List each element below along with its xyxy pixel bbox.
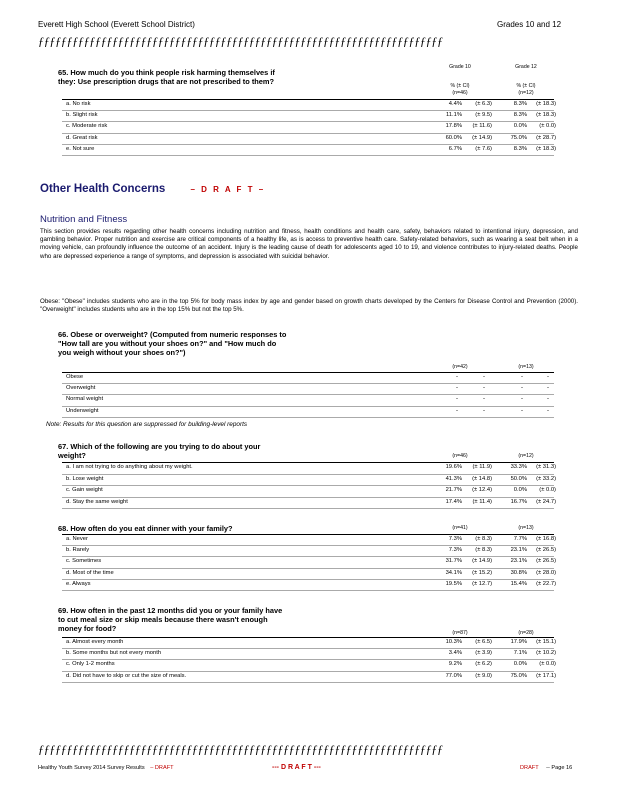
row-divider [62,144,554,145]
value-grade12: 23.1% [510,547,527,554]
grade10-pct-ci: % (± CI) [450,83,470,89]
ci-grade10: (± 6.2) [475,661,492,668]
footer-page-number: -- Page 16 [546,765,573,771]
q66-suppression-note: Note: Results for this question are suppressed for building-level reports [46,421,248,428]
ci-grade12: - [547,385,549,392]
value-grade12: - [521,407,523,414]
table-top-rule [62,99,554,100]
response-label: b. Some months but not every month [66,650,162,657]
ci-grade12: (± 26.5) [536,547,556,554]
response-label: Obese [66,374,84,380]
response-label: c. Moderate risk [66,123,108,130]
value-grade10: 21.7% [445,487,462,494]
ci-grade10: (± 12.4) [472,487,492,494]
q69-n10: (n=87) [452,630,468,636]
grade12-pct-ci: % (± CI) [516,83,536,89]
response-label: e. Not sure [66,145,95,152]
value-grade10: - [456,407,458,414]
ci-grade12: (± 18.3) [536,112,556,119]
obese-definition: Obese: "Obese" includes students who are in the top 5% for body mass index by age and gender based on growth charts developed by the Centers for Disease Control and Prevention (2000). "Overweight" includes students who are in the top 15% but not the top 5%. [40,298,578,314]
row-divider [62,579,554,580]
row-divider [62,671,554,672]
ci-grade10: - [483,374,485,380]
row-divider [62,682,554,683]
value-grade10: 17.8% [445,123,462,130]
response-label: d. Stay the same weight [66,498,128,505]
ci-grade10: - [483,385,485,392]
ci-grade10: (± 6.3) [475,101,492,107]
value-grade10: 19.5% [445,580,462,587]
ci-grade10: - [483,407,485,414]
footer-right-draft: DRAFT [520,765,539,771]
response-label: a. I am not trying to do anything about my weight. [66,464,193,470]
value-grade12: 7.7% [513,536,527,542]
ci-grade12: (± 0.0) [539,123,556,130]
ci-grade12: (± 0.0) [539,661,556,668]
header-separator: ƒƒƒƒƒƒƒƒƒƒƒƒƒƒƒƒƒƒƒƒƒƒƒƒƒƒƒƒƒƒƒƒƒƒƒƒƒƒƒƒƒƒƒƒƒƒƒƒƒƒƒƒƒƒƒƒƒƒƒƒƒƒƒƒƒƒƒƒƒƒƒ [38,34,443,48]
ci-grade10: (± 11.9) [472,464,492,470]
value-grade10: 4.4% [448,101,462,107]
ci-grade10: (± 12.7) [472,580,492,587]
question-69: 69. How often in the past 12 months did you or your family have to cut meal size or skip meals because there wasn't enough money for food? [58,606,283,633]
row-divider [62,568,554,569]
row-divider [62,121,554,122]
ci-grade12: (± 26.5) [536,558,556,565]
ci-grade12: (± 17.1) [536,672,556,679]
q66-n10: (n=42) [452,364,468,370]
ci-grade12: (± 22.7) [536,580,556,587]
response-label: c. Only 1-2 months [66,661,115,668]
footer-left-draft: – DRAFT [150,765,174,771]
ci-grade12: (± 10.2) [536,650,556,657]
value-grade10: 19.6% [445,464,462,470]
subsection-title: Nutrition and Fitness [40,214,128,225]
row-divider [62,648,554,649]
response-label: c. Gain weight [66,487,103,494]
q67-n10: (n=46) [452,453,468,459]
row-divider [62,133,554,134]
q69-n12: (n=28) [518,630,534,636]
response-label: a. Almost every month [66,639,124,645]
row-divider [62,110,554,111]
value-grade12: 8.3% [513,101,527,107]
ci-grade12: (± 31.3) [536,464,556,470]
value-grade12: 50.0% [510,475,527,482]
ci-grade12: (± 18.3) [536,101,556,107]
value-grade12: 23.1% [510,558,527,565]
value-grade10: 11.1% [445,112,462,119]
response-label: d. Great risk [66,134,98,141]
value-grade12: 0.0% [513,123,527,130]
footer-survey-title: Healthy Youth Survey 2014 Survey Results [38,765,145,771]
response-label: a. Never [66,536,88,542]
value-grade10: 7.3% [448,547,462,554]
value-grade10: 17.4% [445,498,462,505]
response-label: d. Most of the time [66,569,114,576]
value-grade10: 31.7% [445,558,462,565]
section-title-text: Other Health Concerns [40,183,166,195]
response-label: Normal weight [66,396,104,403]
table-top-rule [62,372,554,373]
row-divider [62,383,554,384]
value-grade12: 30.8% [510,569,527,576]
value-grade10: 6.7% [448,145,462,152]
row-divider [62,497,554,498]
row-divider [62,508,554,509]
ci-grade12: (± 33.2) [536,475,556,482]
ci-grade10: - [483,396,485,403]
value-grade12: 16.7% [510,498,527,505]
value-grade12: - [521,385,523,392]
ci-grade10: (± 15.2) [472,569,492,576]
value-grade12: 33.3% [510,464,527,470]
row-divider [62,394,554,395]
response-label: b. Slight risk [66,112,98,119]
value-grade10: - [456,396,458,403]
question-65: 65. How much do you think people risk harming themselves if they: Use prescription drugs that are not prescribed to them? [58,68,275,86]
ci-grade10: (± 11.6) [472,123,492,130]
ci-grade12: (± 28.7) [536,134,556,141]
value-grade12: 7.1% [513,650,527,657]
q68-n10: (n=41) [452,525,468,531]
footer-center-draft: --- D R A F T --- [272,764,321,771]
value-grade12: - [521,396,523,403]
ci-grade12: - [547,374,549,380]
ci-grade12: - [547,407,549,414]
value-grade10: 60.0% [445,134,462,141]
row-divider [62,485,554,486]
value-grade12: 8.3% [513,145,527,152]
q66-n12: (n=13) [518,364,534,370]
question-68: 68. How often do you eat dinner with your family? [58,524,233,533]
value-grade12: - [521,374,523,380]
value-grade10: 34.1% [445,569,462,576]
response-label: e. Always [66,580,91,587]
response-label: c. Sometimes [66,558,102,565]
grade10-header: Grade 10 [449,64,471,70]
page-header-grades: Grades 10 and 12 [497,20,562,29]
q67-n12: (n=12) [518,453,534,459]
value-grade10: 7.3% [448,536,462,542]
section-title [40,183,265,195]
ci-grade10: (± 14.9) [472,558,492,565]
response-label: b. Rarely [66,547,90,554]
value-grade12: 8.3% [513,112,527,119]
row-divider [62,590,554,591]
response-label: b. Lose weight [66,475,104,482]
value-grade10: - [456,374,458,380]
ci-grade12: (± 18.3) [536,145,556,152]
ci-grade10: (± 3.9) [475,650,492,657]
grade12-n: (n=12) [518,90,534,96]
value-grade10: 3.4% [448,650,462,657]
value-grade10: - [456,385,458,392]
ci-grade10: (± 14.9) [472,134,492,141]
response-label: d. Did not have to skip or cut the size of meals. [66,672,187,679]
ci-grade12: - [547,396,549,403]
row-divider [62,545,554,546]
ci-grade12: (± 24.7) [536,498,556,505]
question-66: 66. Obese or overweight? (Computed from numeric responses to "How tall are you without your shoes on?" and "How much do you weigh without your shoes on?") [58,330,287,357]
ci-grade10: (± 7.6) [475,145,492,152]
value-grade12: 0.0% [513,661,527,668]
value-grade12: 75.0% [510,672,527,679]
footer-right [520,765,572,771]
ci-grade10: (± 6.5) [475,639,492,645]
response-label: Underweight [66,407,99,414]
value-grade12: 17.9% [510,639,527,645]
value-grade10: 77.0% [445,672,462,679]
ci-grade10: (± 14.8) [472,475,492,482]
footer-separator: ƒƒƒƒƒƒƒƒƒƒƒƒƒƒƒƒƒƒƒƒƒƒƒƒƒƒƒƒƒƒƒƒƒƒƒƒƒƒƒƒƒƒƒƒƒƒƒƒƒƒƒƒƒƒƒƒƒƒƒƒƒƒƒƒƒƒƒƒƒƒƒ [38,742,443,756]
ci-grade10: (± 9.0) [475,672,492,679]
ci-grade12: (± 28.0) [536,569,556,576]
grade10-n: (n=46) [452,90,468,96]
q68-n12: (n=13) [518,525,534,531]
row-divider [62,155,554,156]
value-grade10: 9.2% [448,661,462,668]
ci-grade10: (± 9.5) [475,112,492,119]
row-divider [62,556,554,557]
row-divider [62,406,554,407]
row-divider [62,417,554,418]
ci-grade12: (± 16.8) [536,536,556,542]
value-grade10: 10.3% [445,639,462,645]
value-grade12: 0.0% [513,487,527,494]
ci-grade12: (± 15.1) [536,639,556,645]
value-grade12: 15.4% [510,580,527,587]
question-67: 67. Which of the following are you trying to do about your weight? [58,442,261,460]
grade12-header: Grade 12 [515,64,537,70]
row-divider [62,474,554,475]
table-top-rule [62,637,554,638]
section-draft-mark: – D R A F T – [190,185,266,194]
table-top-rule [62,462,554,463]
ci-grade10: (± 8.3) [475,536,492,542]
row-divider [62,659,554,660]
ci-grade12: (± 0.0) [539,487,556,494]
value-grade12: 75.0% [510,134,527,141]
ci-grade10: (± 11.4) [472,498,492,505]
ci-grade10: (± 8.3) [475,547,492,554]
value-grade10: 41.3% [445,475,462,482]
response-label: Overweight [66,385,96,392]
intro-paragraph: This section provides results regarding other health concerns including nutrition and fitness, health conditions and health care, safety, behaviors related to intentional injury, depression, and gambling behavior. Proper nutrition and exercise are critical components of a healthy life, as is access to preventive health care. Safety-related behaviors, such as wearing a seat belt when in a moving vehicle, can profoundly influence the outcome of an accident. Injury is the leading cause of death for adolescents aged 10 to 19, and violence contributes to injury-related deaths. People who are depressed experience a range of symptoms, and depression is associated with suicidal behavior. [40,228,578,260]
table-top-rule [62,534,554,535]
response-label: a. No risk [66,101,91,107]
page-header-school: Everett High School (Everett School District) [38,20,195,29]
footer-left [38,765,174,771]
